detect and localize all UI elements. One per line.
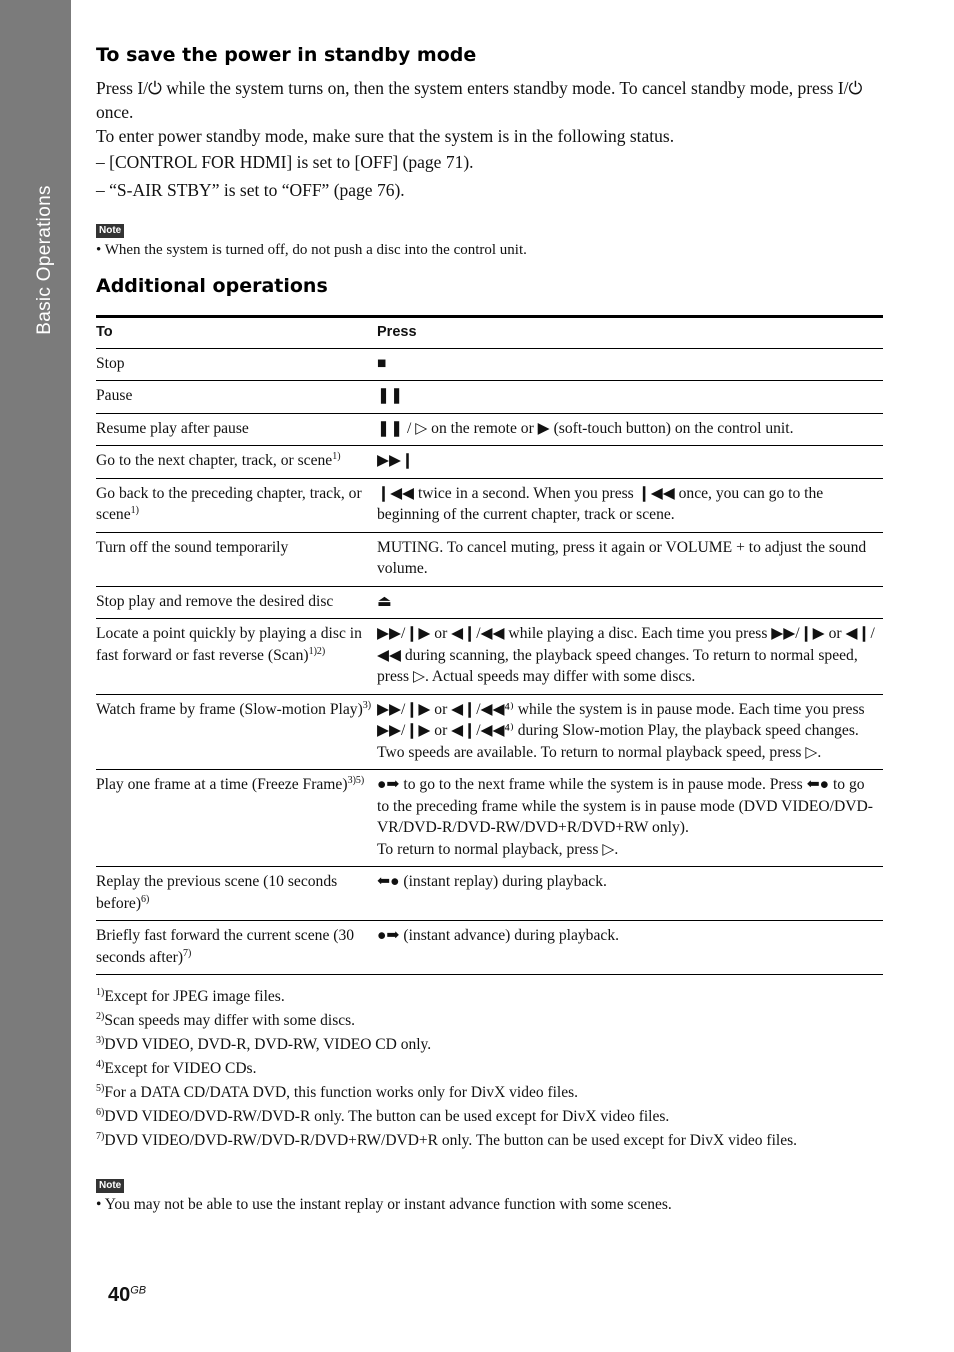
footnote-ref: 7) [183, 947, 192, 959]
col-header-press: Press [377, 317, 883, 349]
cell-to [96, 446, 377, 479]
note-block [96, 220, 883, 260]
table-row [96, 586, 883, 619]
cell-to-text: Resume play after pause [96, 419, 249, 437]
cell-to [96, 478, 377, 532]
table-row [96, 770, 883, 867]
cell-press [377, 413, 883, 446]
note-badge-2: Note [96, 1179, 124, 1193]
operations-table [96, 315, 883, 975]
cell-press [377, 381, 883, 414]
table-row [96, 446, 883, 479]
footnote-mark: 4) [96, 1058, 105, 1070]
cell-press [377, 532, 883, 586]
note-text: • When the system is turned off, do not push a disc into the control unit. [96, 242, 527, 258]
table-row [96, 413, 883, 446]
footnote-text: For a DATA CD/DATA DVD, this function works only for DivX video files. [104, 1084, 579, 1101]
cell-press [377, 694, 883, 770]
standby-bullet-1: – [CONTROL FOR HDMI] is set to [OFF] (page 71). [96, 152, 474, 172]
footnote [96, 1033, 883, 1057]
footnote-text: DVD VIDEO/DVD-RW/DVD-R/DVD+RW/DVD+R only. The button can be used except for DivX video files. [104, 1132, 797, 1149]
cell-press [377, 348, 883, 381]
cell-press-extra: To return to normal playback, press ▷. [377, 840, 619, 858]
standby-para-2: To enter power standby mode, make sure that the system is in the following status. [96, 126, 675, 146]
cell-to [96, 413, 377, 446]
footnote [96, 1057, 883, 1081]
footnote-mark: 3) [96, 1034, 105, 1046]
cell-to [96, 348, 377, 381]
cell-press [377, 770, 883, 867]
standby-bullet-2: – “S-AIR STBY” is set to “OFF” (page 76). [96, 180, 405, 200]
cell-to [96, 586, 377, 619]
cell-to-text: Watch frame by frame (Slow-motion Play) [96, 700, 363, 718]
table-row [96, 478, 883, 532]
footnote-text: Scan speeds may differ with some discs. [104, 1012, 356, 1029]
standby-heading: To save the power in standby mode [96, 44, 477, 66]
cell-to [96, 532, 377, 586]
footnote-mark: 7) [96, 1130, 105, 1142]
footnote-ref: 1)2) [308, 645, 326, 657]
cell-to-text: Briefly fast forward the current scene (30 seconds after) [96, 927, 355, 966]
cell-press [377, 586, 883, 619]
cell-press-text: ▶▶/❙▶ or ◀❙/◀◀ while playing a disc. Each time you press ▶▶/❙▶ or ◀❙/◀◀ during scanning, the playback speed changes. To return to normal speed, press ▷. Actual speeds may differ with some discs. [377, 625, 875, 685]
footnote-ref: 6) [141, 893, 150, 905]
standby-para-1: Press I/⏻ while the system turns on, then the system enters standby mode. To cancel standby mode, press I/⏻ once. [96, 78, 863, 122]
cell-to-text: Locate a point quickly by playing a disc in fast forward or fast reverse (Scan) [96, 625, 362, 664]
cell-press-text: ❙◀◀ twice in a second. When you press ❙◀◀ once, you can go to the beginning of the current chapter, track or scene. [377, 484, 824, 523]
cell-press [377, 867, 883, 921]
footnote-text: Except for VIDEO CDs. [104, 1060, 257, 1077]
operations-table-body [96, 348, 883, 975]
cell-press-text: ⬅● (instant replay) during playback. [377, 873, 607, 890]
cell-press-text: ⏏ [377, 592, 392, 610]
page-number-value: 40 [108, 1284, 131, 1306]
footnote-mark: 6) [96, 1106, 105, 1118]
col-header-to: To [96, 317, 377, 349]
cell-press [377, 478, 883, 532]
cell-press-text: ●➡ (instant advance) during playback. [377, 927, 620, 944]
footnote [96, 1009, 883, 1033]
footnote-ref: 1) [130, 504, 139, 516]
cell-press-text: ●➡ to go to the next frame while the system is in pause mode. Press ⬅● to go to the preceding frame while the system is in pause mode (DVD VIDEO/DVD-VR/DVD-R/DVD-RW/DVD+R/DVD+RW only). [377, 776, 873, 836]
cell-to-text: Play one frame at a time (Freeze Frame) [96, 776, 348, 793]
cell-press-text: MUTING. To cancel muting, press it again or VOLUME + to adjust the sound volume. [377, 538, 867, 577]
sidebar-section-label: Basic Operations [34, 185, 55, 335]
cell-to-text: Go back to the preceding chapter, track, or scene [96, 484, 362, 523]
table-row [96, 348, 883, 381]
cell-press-text: ▶▶/❙▶ or ◀❙/◀◀⁴⁾ while the system is in pause mode. Each time you press ▶▶/❙▶ or ◀❙/◀◀⁴⁾ during Slow-motion Play, the playback speed changes. Two speeds are available. To return to normal playback speed, press ▷. [377, 700, 865, 761]
cell-press-text: ❚❚ / ▷ on the remote or ▶ (soft-touch button) on the control unit. [377, 419, 794, 437]
footnote-ref: 1) [332, 450, 341, 462]
table-row [96, 532, 883, 586]
additional-heading: Additional operations [96, 275, 328, 297]
cell-to [96, 867, 377, 921]
table-row [96, 694, 883, 770]
note-text-2: • You may not be able to use the instant replay or instant advance function with some scenes. [96, 1196, 672, 1213]
note-badge: Note [96, 224, 124, 238]
cell-press-text: ▶▶❙ [377, 452, 415, 469]
table-row [96, 381, 883, 414]
cell-to-text: Go to the next chapter, track, or scene [96, 452, 333, 469]
footnote-text: Except for JPEG image files. [104, 988, 285, 1005]
cell-to-text: Stop play and remove the desired disc [96, 592, 334, 610]
table-row [96, 619, 883, 695]
cell-press-text: ■ [377, 354, 387, 372]
note-block-2 [96, 1175, 883, 1215]
footnotes [96, 985, 883, 1153]
cell-to [96, 619, 377, 695]
footnote [96, 985, 883, 1009]
footnote-text: DVD VIDEO/DVD-RW/DVD-R only. The button can be used except for DivX video files. [104, 1108, 670, 1125]
footnote-mark: 5) [96, 1082, 105, 1094]
cell-to [96, 694, 377, 770]
cell-to [96, 921, 377, 975]
footnote [96, 1105, 883, 1129]
footnote-ref: 3)5) [347, 774, 365, 786]
cell-press [377, 619, 883, 695]
page-number-suffix: GB [130, 1284, 147, 1297]
footnote-ref: 3) [362, 699, 372, 711]
cell-press-text: ❚❚ [377, 387, 404, 404]
cell-to-text: Turn off the sound temporarily [96, 538, 289, 556]
cell-to [96, 770, 377, 867]
cell-press [377, 921, 883, 975]
cell-to-text: Pause [96, 387, 133, 404]
footnote [96, 1129, 883, 1153]
table-header-row [96, 317, 883, 349]
page-content [96, 44, 883, 1215]
sidebar-tab [0, 0, 71, 1352]
page-number [108, 1284, 146, 1307]
cell-to [96, 381, 377, 414]
footnote-text: DVD VIDEO, DVD-R, DVD-RW, VIDEO CD only. [104, 1036, 432, 1053]
cell-press [377, 446, 883, 479]
footnote [96, 1081, 883, 1105]
footnote-mark: 2) [96, 1010, 105, 1022]
table-row [96, 921, 883, 975]
footnote-mark: 1) [96, 986, 105, 998]
cell-to-text: Replay the previous scene (10 seconds before) [96, 873, 338, 912]
table-row [96, 867, 883, 921]
cell-to-text: Stop [96, 354, 125, 372]
